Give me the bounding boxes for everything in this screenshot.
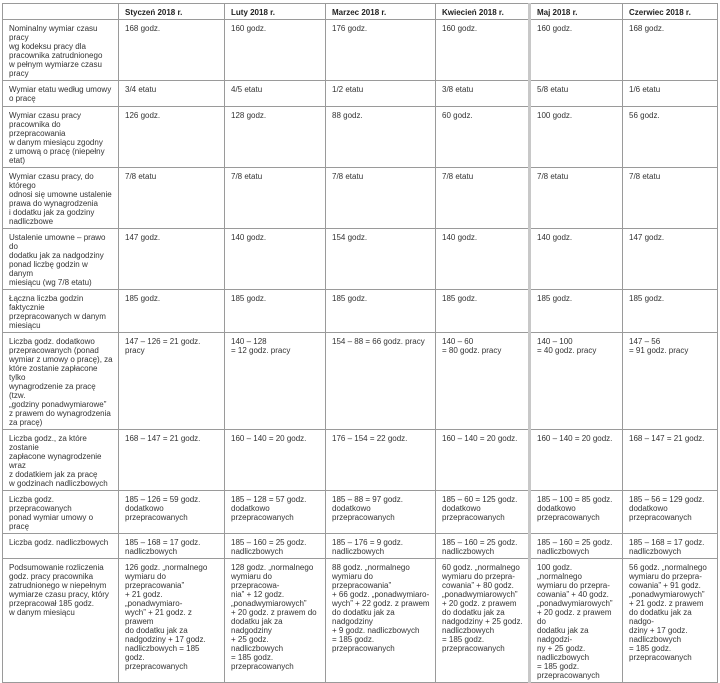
table-cell: 168 – 147 = 21 godz. (119, 430, 225, 491)
table-cell: 140 – 100 = 40 godz. pracy (530, 333, 623, 430)
table-cell: 185 – 60 = 125 godz. dodatkowo przepracowanych (436, 491, 530, 534)
table-cell: 88 godz. (326, 107, 436, 168)
table-cell: 7/8 etatu (119, 168, 225, 229)
table-cell: 160 – 140 = 20 godz. (225, 430, 326, 491)
table-cell: 3/4 etatu (119, 81, 225, 107)
table-cell: 60 godz. (436, 107, 530, 168)
table-cell: 185 – 126 = 59 godz. dodatkowo przepracowanych (119, 491, 225, 534)
table-cell: 140 godz. (530, 229, 623, 290)
table-cell: 1/6 etatu (623, 81, 718, 107)
table-cell: 126 godz. „normalnego wymiaru do przepracowania” + 21 godz. „ponadwymiaro- wych” + 21 godz. z prawem do dodatku jak za nadgodziny + 17 godz. nadliczbowych = 185 godz. przepracowanych (119, 559, 225, 683)
row-label: Liczba godz., za które zostanie zapłacone wynagrodzenie wraz z dodatkiem jak za pracę w godzinach nadliczbowych (3, 430, 119, 491)
table-row (3, 168, 718, 229)
table-cell: 147 godz. (119, 229, 225, 290)
table-cell: 185 – 88 = 97 godz. dodatkowo przepracowanych (326, 491, 436, 534)
table-cell: 128 godz. (225, 107, 326, 168)
table-cell: 160 – 140 = 20 godz. (530, 430, 623, 491)
table-cell: 185 – 56 = 129 godz. dodatkowo przepracowanych (623, 491, 718, 534)
table-cell: 168 godz. (623, 20, 718, 81)
table-cell: 140 – 60 = 80 godz. pracy (436, 333, 530, 430)
table-cell: 160 godz. (530, 20, 623, 81)
table-row (3, 81, 718, 107)
row-label: Ustalenie umowne – prawo do dodatku jak za nadgodziny ponad liczbę godzin w danym miesiącu (wg 7/8 etatu) (3, 229, 119, 290)
table-cell: 154 godz. (326, 229, 436, 290)
table-cell: 7/8 etatu (623, 168, 718, 229)
table-row (3, 491, 718, 534)
row-label: Liczba godz. przepracowanych ponad wymiar umowy o pracę (3, 491, 119, 534)
table-cell: 147 – 126 = 21 godz. pracy (119, 333, 225, 430)
table-cell: 168 godz. (119, 20, 225, 81)
table-cell: 147 – 56 = 91 godz. pracy (623, 333, 718, 430)
column-header: Marzec 2018 r. (326, 4, 436, 20)
table-cell: 185 godz. (436, 290, 530, 333)
column-header: Czerwiec 2018 r. (623, 4, 718, 20)
table-cell: 185 – 176 = 9 godz. nadliczbowych (326, 534, 436, 559)
table-cell: 4/5 etatu (225, 81, 326, 107)
table-cell: 185 – 160 = 25 godz. nadliczbowych (530, 534, 623, 559)
table-cell: 185 – 168 = 17 godz. nadliczbowych (623, 534, 718, 559)
table-row (3, 107, 718, 168)
table-cell: 185 – 128 = 57 godz. dodatkowo przepracowanych (225, 491, 326, 534)
table-cell: 160 godz. (436, 20, 530, 81)
row-label: Liczba godz. dodatkowo przepracowanych (ponad wymiar z umowy o pracę), za które zostanie zapłacone tylko wynagrodzenie za pracę (tzw. „godziny ponadwymiarowe” z prawem do wynagrodzenia za pracę) (3, 333, 119, 430)
table-row (3, 534, 718, 559)
table-cell: 126 godz. (119, 107, 225, 168)
table-cell: 185 godz. (326, 290, 436, 333)
table-cell: 185 godz. (119, 290, 225, 333)
table-cell: 140 – 128 = 12 godz. pracy (225, 333, 326, 430)
table-cell: 56 godz. (623, 107, 718, 168)
table-cell: 168 – 147 = 21 godz. (623, 430, 718, 491)
table-cell: 60 godz. „normalnego wymiaru do przepra- cowania” + 80 godz. „ponadwymiarowych” + 20 godz. z prawem do dodatku jak za nadgodziny + 25 godz. nadliczbowych = 185 godz. przepracowanych (436, 559, 530, 683)
table-cell: 176 godz. (326, 20, 436, 81)
table-cell: 7/8 etatu (326, 168, 436, 229)
working-hours-table (2, 3, 718, 683)
table-cell: 100 godz. „normalnego wymiaru do przepra- cowania” + 40 godz. „ponadwymiarowych” + 20 godz. z prawem do dodatku jak za nadgodzi- ny + 25 godz. nadliczbowych = 185 godz. przepracowanych (530, 559, 623, 683)
table-cell: 1/2 etatu (326, 81, 436, 107)
column-header: Luty 2018 r. (225, 4, 326, 20)
table-cell: 140 godz. (225, 229, 326, 290)
table-row (3, 559, 718, 683)
table-cell: 3/8 etatu (436, 81, 530, 107)
table-cell: 185 – 100 = 85 godz. dodatkowo przepracowanych (530, 491, 623, 534)
row-label: Łączna liczba godzin faktycznie przepracowanych w danym miesiącu (3, 290, 119, 333)
table-cell: 185 godz. (623, 290, 718, 333)
table-cell: 185 – 160 = 25 godz. nadliczbowych (225, 534, 326, 559)
table-cell: 185 – 168 = 17 godz. nadliczbowych (119, 534, 225, 559)
table-cell: 7/8 etatu (436, 168, 530, 229)
table-cell: 147 godz. (623, 229, 718, 290)
table-cell: 140 godz. (436, 229, 530, 290)
table-cell: 128 godz. „normalnego wymiaru do przepracowa- nia” + 12 godz. „ponadwymiarowych” + 20 godz. z prawem do dodatku jak za nadgodziny + 25 godz. nadliczbowych = 185 godz. przepracowanych (225, 559, 326, 683)
row-label: Liczba godz. nadliczbowych (3, 534, 119, 559)
row-label: Podsumowanie rozliczenia godz. pracy pracownika zatrudnionego w niepełnym wymiarze czasu pracy, który przepracował 185 godz. w danym miesiącu (3, 559, 119, 683)
table-row (3, 290, 718, 333)
header-row (3, 4, 718, 20)
table-cell: 185 godz. (225, 290, 326, 333)
table-row (3, 20, 718, 81)
table-cell: 100 godz. (530, 107, 623, 168)
table-cell: 185 – 160 = 25 godz. nadliczbowych (436, 534, 530, 559)
row-label: Wymiar czasu pracy, do którego odnosi się umowne ustalenie prawa do wynagrodzenia i dodatku jak za godziny nadliczbowe (3, 168, 119, 229)
table-cell: 160 – 140 = 20 godz. (436, 430, 530, 491)
header-empty-cell (3, 4, 119, 20)
table-cell: 56 godz. „normalnego wymiaru do przepra- cowania” + 91 godz. „ponadwymiarowych” + 21 godz. z prawem do dodatku jak za nadgo- dziny + 17 godz. nadliczbowych = 185 godz. przepracowanych (623, 559, 718, 683)
table-cell: 7/8 etatu (225, 168, 326, 229)
table-cell: 176 – 154 = 22 godz. (326, 430, 436, 491)
table-cell: 154 – 88 = 66 godz. pracy (326, 333, 436, 430)
row-label: Wymiar czasu pracy pracownika do przepracowania w danym miesiącu zgodny z umową o pracę (niepełny etat) (3, 107, 119, 168)
row-label: Nominalny wymiar czasu pracy wg kodeksu pracy dla pracownika zatrudnionego w pełnym wymiarze czasu pracy (3, 20, 119, 81)
table-cell: 185 godz. (530, 290, 623, 333)
table-cell: 88 godz. „normalnego wymiaru do przepracowania” + 66 godz. „ponadwymiaro- wych” + 22 godz. z prawem do dodatku jak za nadgodziny + 9 godz. nadliczbowych = 185 godz. przepracowanych (326, 559, 436, 683)
table-row (3, 333, 718, 430)
table-cell: 7/8 etatu (530, 168, 623, 229)
row-label: Wymiar etatu według umowy o pracę (3, 81, 119, 107)
column-header: Styczeń 2018 r. (119, 4, 225, 20)
table-cell: 5/8 etatu (530, 81, 623, 107)
table-row (3, 229, 718, 290)
table-row (3, 430, 718, 491)
column-header: Kwiecień 2018 r. (436, 4, 530, 20)
table-cell: 160 godz. (225, 20, 326, 81)
column-header: Maj 2018 r. (530, 4, 623, 20)
